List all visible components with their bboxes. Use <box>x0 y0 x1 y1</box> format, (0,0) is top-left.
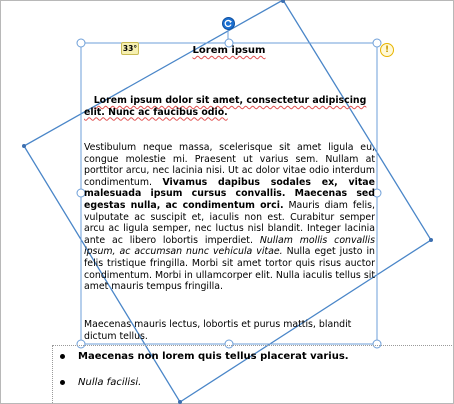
body-paragraph-2: Maecenas mauris lectus, lobortis et purus mattis, blandit dictum tellus. <box>84 319 352 342</box>
frame-boundary-line <box>52 345 452 346</box>
list-item-text: Nulla facilisi. <box>78 377 142 388</box>
heading-line-2: elit. Nunc ac faucibus odio. <box>84 106 228 118</box>
list-item <box>58 350 450 364</box>
list-item-text: Maecenas non lorem quis tellus placerat varius. <box>78 351 349 362</box>
document-title: Lorem ipsum <box>192 45 266 56</box>
list-item <box>58 376 450 390</box>
frame-boundary-vertical <box>52 345 53 403</box>
body-text-italic: Nullam mollis convallis ipsum, ac accumsan nunc vehicula vitae. <box>84 234 375 258</box>
bullet-icon <box>60 380 65 385</box>
heading-line-1: Lorem ipsum dolor sit amet, consectetur adipiscing <box>93 95 367 106</box>
document-heading <box>84 95 376 118</box>
warning-icon[interactable]: ! <box>380 43 394 57</box>
body-text-bold: Vivamus dapibus sodales ex, vitae malesuada ipsum cursus convallis. Maecenas sed egestas nulla, ac condimentum orci. <box>84 176 375 211</box>
body-text-e: Nulla eget justo in felis tristique fringilla. Morbi sit amet tortor quis risus auctor condimentum. Morbi in ullamcorper elit. Nulla iaculis tellus sit amet mauris tempus fringilla. <box>84 246 375 293</box>
body-paragraph-1 <box>84 142 375 293</box>
body-text-a: Vestibulum neque massa, scelerisque sit amet ligula eu, congue molestie mi. Praesent ut varius sem. Nullam at porttitor arcu, nec lacinia nisi. Ut ac dolor vitae odio interdum condimentum. <box>84 142 375 188</box>
text-frame[interactable] <box>80 42 378 344</box>
rotation-angle-badge: 33° <box>122 44 138 53</box>
bullet-icon <box>60 354 65 359</box>
body-text-c: Mauris diam felis, vulputate ac suscipit et, iaculis non est. Curabitur semper arcu ac ligula semper, nec luctus nisl blandit. Integer lacinia ante ac libero lobortis imperdiet. <box>84 199 375 246</box>
rotate-handle-icon[interactable] <box>222 17 235 30</box>
bullet-list <box>58 350 450 390</box>
